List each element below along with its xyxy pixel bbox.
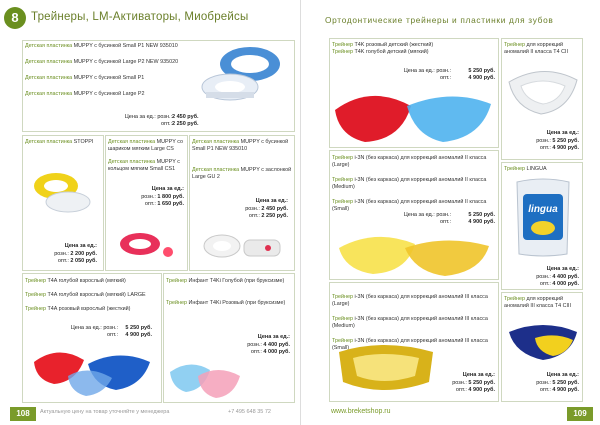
t4ki-item-1: Трейнер Инфант T4Ki Голубой (при бруксизме) — [166, 278, 285, 284]
left-page-number: 108 — [10, 407, 36, 421]
muppy-cs-opt-label: опт.: — [144, 201, 156, 207]
t4a-price-retail-label: Цена за ед.: розн.: — [70, 325, 118, 331]
lingua-price-label: Цена за ед.: — [546, 266, 579, 272]
i3n-ii-price-opt-label: опт.: — [439, 219, 451, 225]
lingua-opt-label: опт.: — [539, 281, 551, 287]
muppy-gu-opt-label: опт.: — [248, 213, 260, 219]
t4a-price-opt-label: опт.: — [106, 332, 118, 338]
t4ki-opt: 4 000 руб. — [263, 349, 290, 355]
t4ciii-retail: 5 250 руб. — [552, 379, 579, 386]
stoppi-price — [25, 243, 97, 266]
muppy-cs-opt: 1 650 руб. — [157, 201, 184, 207]
muppy-gu-item-1: Детская пластинка MUPPY с бусинкой Small P1 NEW 935010 — [192, 139, 289, 153]
t4ciii-price — [517, 372, 579, 395]
lingua-name: Трейнер LINGUA — [504, 166, 547, 172]
lingua-retail: 4 400 руб. — [552, 273, 579, 280]
muppy-cs-price — [108, 186, 184, 209]
muppy-cs-retail: 1 800 руб. — [157, 193, 184, 200]
t4a-item-1: Трейнер T4A голубой взрослый (мягкий) — [25, 278, 126, 284]
stoppi-retail-label: розн.: — [54, 250, 69, 257]
lingua-price — [517, 266, 579, 289]
t4ciii-trainer-image — [505, 318, 581, 366]
i3n-iii-item-2: Трейнер i-3N (без каркаса) для коррекций аномалий III класса (Medium) — [332, 316, 488, 330]
t4ciii-price-label: Цена за ед.: — [546, 372, 579, 378]
t4a-price-retail: 5 250 руб. — [125, 325, 152, 331]
muppy-gu-opt: 2 250 руб. — [261, 213, 288, 219]
i3n-ii-price-retail-label: Цена за ед.: розн.: — [403, 212, 451, 218]
t4ciii-name: Трейнер для коррекций аномалий III класса T4 CIII — [504, 296, 571, 310]
i3n-iii-price — [439, 372, 495, 395]
i3n-ii-item-3: Трейнер i-3N (без каркаса) для коррекций аномалий II класса (Small) — [332, 199, 487, 213]
t4cii-price — [517, 130, 579, 153]
lingua-package-image — [513, 176, 573, 258]
muppy-price-retail: 2 450 руб. — [172, 114, 199, 120]
t4ki-price-label: Цена за ед.: — [257, 334, 290, 340]
section-number-badge: 8 — [4, 7, 26, 29]
t4a-trainer-image — [28, 342, 158, 400]
t4k-price-retail-label: Цена за ед.: розн.: — [403, 68, 451, 74]
t4cii-retail: 5 250 руб. — [552, 137, 579, 144]
t4cii-name: Трейнер для коррекций аномалий II класса T4 CII — [504, 42, 568, 56]
t4cii-price-label: Цена за ед.: — [546, 130, 579, 136]
left-footer-phone: +7 495 648 35 72 — [228, 409, 271, 415]
stoppi-retail: 2 200 руб. — [70, 250, 97, 257]
t4a-item-2: Трейнер T4A голубой взрослый (мягкий) LARGE — [25, 292, 146, 298]
t4k-price-retail: 5 250 руб. — [468, 68, 495, 74]
t4k-item-1: Трейнер T4K розовый детский (жесткий) — [332, 42, 434, 48]
i3n-iii-retail: 5 250 руб. — [468, 379, 495, 386]
i3n-ii-item-1: Трейнер i-3N (без каркаса) для коррекций аномалий II класса (Large) — [332, 155, 487, 169]
muppy-item-1: Детская пластинка MUPPY с бусинкой Small P1 NEW 935010 — [25, 43, 178, 49]
t4ki-retail-label: розн.: — [247, 341, 262, 348]
t4a-text — [25, 278, 160, 313]
t4cii-opt: 4 900 руб. — [552, 145, 579, 151]
muppy-cs-price-label: Цена за ед.: — [151, 186, 184, 192]
t4cii-trainer-image — [505, 62, 581, 122]
lingua-opt: 4 000 руб. — [552, 281, 579, 287]
left-page-title: Трейнеры, LM-Активаторы, Миобрейсы — [31, 11, 249, 23]
i3n-ii-price-retail: 5 250 руб. — [468, 212, 495, 218]
muppy-price-opt-label: опт.: — [160, 121, 172, 127]
muppy-plate-image — [196, 42, 292, 112]
t4ki-item-2: Трейнер Инфант T4Ki Розовый (при бруксизме) — [166, 300, 286, 306]
right-page-number: 109 — [567, 407, 593, 421]
stoppi-plate-image — [28, 168, 98, 216]
muppy-cs-item-1: Детская пластинка MUPPY со шариком мягким Large CS — [108, 139, 183, 153]
stoppi-opt: 2 050 руб. — [70, 258, 97, 264]
muppy-cs-text — [108, 139, 186, 173]
lingua-retail-label: розн.: — [536, 273, 551, 280]
i3n-ii-price-opt: 4 900 руб. — [468, 219, 495, 225]
i3n-iii-item-3: Трейнер i-3N (без каркаса) для коррекций аномалий III класса (Small) — [332, 338, 488, 352]
muppy-item-2: Детская пластинка MUPPY с бусинкой Large P2 NEW 935020 — [25, 59, 179, 65]
t4ki-text — [166, 278, 292, 307]
t4a-item-3: Трейнер T4A розовый взрослый (жесткий) — [25, 306, 131, 312]
t4ki-price — [230, 334, 290, 357]
t4ki-opt-label: опт.: — [250, 349, 262, 355]
muppy-cs-retail-label: розн.: — [141, 193, 156, 200]
website-link[interactable]: www.breketshop.ru — [331, 408, 391, 415]
t4ciii-opt-label: опт.: — [539, 387, 551, 393]
lingua-package-text: lingua — [528, 204, 558, 215]
t4k-item-2: Трейнер T4K голубой детский (мягкий) — [332, 49, 429, 56]
t4ki-retail: 4 400 руб. — [263, 341, 290, 348]
muppy-block-text — [25, 43, 200, 107]
stoppi-text — [25, 139, 103, 146]
muppy-item-4: Детская пластинка MUPPY с бусинкой Large P2 — [25, 91, 145, 97]
i3n-iii-price-label: Цена за ед.: — [462, 372, 495, 378]
i3n-ii-trainer-image — [335, 228, 495, 278]
t4a-price-opt: 4 900 руб. — [125, 332, 152, 338]
stoppi-price-label: Цена за ед.: — [64, 243, 97, 249]
right-page — [300, 0, 600, 425]
t4k-trainer-image — [331, 84, 497, 146]
muppy-price-retail-label: Цена за ед.: розн.: — [124, 114, 172, 120]
muppy-cs-plate-image — [112, 228, 184, 268]
t4ki-trainer-image — [166, 356, 246, 402]
i3n-ii-item-2: Трейнер i-3N (без каркаса) для коррекций аномалий II класса (Medium) — [332, 177, 487, 191]
muppy-gu-price — [210, 198, 288, 221]
right-page-title: Ортодонтические трейнеры и пластинки для зубов — [325, 15, 554, 25]
muppy-gu-plate-image — [198, 228, 288, 268]
t4k-price-opt: 4 900 руб. — [468, 75, 495, 81]
t4ciii-retail-label: розн.: — [536, 379, 551, 386]
muppy-cs-item-2: Детская пластинка MUPPY с кольцом мягким Small CS1 — [108, 159, 180, 173]
t4k-text — [332, 42, 497, 56]
muppy-price-opt: 2 250 руб. — [172, 121, 199, 127]
t4cii-retail-label: розн.: — [536, 137, 551, 144]
t4k-price-opt-label: опт.: — [439, 75, 451, 81]
t4ciii-opt: 4 900 руб. — [552, 387, 579, 393]
muppy-gu-retail: 2 450 руб. — [261, 205, 288, 212]
i3n-iii-item-1: Трейнер i-3N (без каркаса) для коррекций аномалий III класса (Large) — [332, 294, 488, 308]
i3n-iii-opt: 4 900 руб. — [468, 387, 495, 393]
muppy-gu-price-label: Цена за ед.: — [255, 198, 288, 204]
muppy-gu-item-2: Детская пластинка MUPPY с заслонкой Large GU 2 — [192, 167, 292, 181]
i3n-iii-opt-label: опт.: — [455, 387, 467, 393]
stoppi-opt-label: опт.: — [57, 258, 69, 264]
t4cii-opt-label: опт.: — [539, 145, 551, 151]
muppy-gu-retail-label: розн.: — [245, 205, 260, 212]
muppy-gu-text — [192, 139, 292, 181]
i3n-ii-text — [332, 155, 497, 213]
i3n-iii-trainer-image — [333, 340, 441, 398]
muppy-item-3: Детская пластинка MUPPY с бусинкой Small P1 — [25, 75, 145, 81]
i3n-iii-retail-label: розн.: — [452, 379, 467, 386]
left-footer-note: Актуальную цену на товар уточняйте у менеджера — [40, 409, 170, 415]
stoppi-name: Детская пластинка STOPPI — [25, 139, 94, 145]
